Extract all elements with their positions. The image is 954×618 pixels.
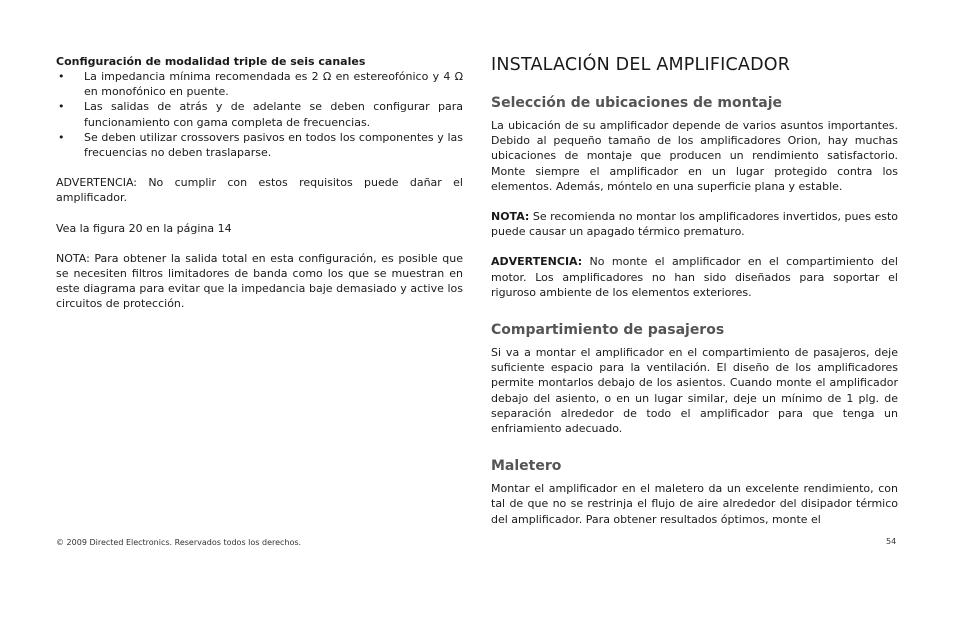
figure-reference: Vea la figura 20 en la página 14 [56,221,232,235]
mounting-note: NOTA: Se recomienda no montar los amplificadores invertidos, pues esto puede causar un apagado térmico prematuro. [491,210,898,239]
list-item: • Las salidas de atrás y de adelante se deben configurar para funcionamiento con gama completa de frecuencias. [58,100,463,129]
list-item: • La impedancia mínima recomendada es 2 Ω en estereofónico y 4 Ω en monofónico en puente. [58,70,463,99]
requirements-list [56,69,463,160]
warning-paragraph: ADVERTENCIA: No cumplir con estos requisitos puede dañar el amplificador. [56,176,463,205]
bullet-icon: • [58,130,65,144]
section-heading-six-channel: Configuración de modalidad triple de seis canales [56,55,366,68]
passenger-paragraph: Si va a montar el amplificador en el compartimiento de pasajeros, deje suficiente espacio para la ventilación. El diseño de los amplificadores permite montarlos debajo de los asientos. Cuando monte el amplificador debajo del asiento, o en un lugar similar, deje un mínimo de 1 plg. de separación alrededor de todo el amplificador para que tenga un enfriamiento adecuado. [491,346,898,436]
page-number: 54 [886,537,897,546]
page-title: INSTALACIÓN DEL AMPLIFICADOR [491,55,791,75]
mounting-paragraph: La ubicación de su amplificador depende de varios asuntos importantes. Debido al pequeño tamaño de los amplificadores Orion, hay muchas ubicaciones de montaje que producen un rendimiento satisfactorio. Monte siempre el amplificador en un lugar protegido contra los elementos. Además, móntelo en una superficie plana y estable. [491,119,898,193]
mounting-warning: ADVERTENCIA: No monte el amplificador en el compartimiento del motor. Los amplificadores no han sido diseñados para soportar el riguroso ambiente de los elementos exteriores. [491,255,898,299]
right-column [491,54,898,527]
warning-label: ADVERTENCIA: [491,255,583,269]
section-heading-trunk: Maletero [491,458,562,475]
list-item: • Se deben utilizar crossovers pasivos en todos los componentes y las frecuencias no deben traslaparse. [58,130,463,160]
bullet-icon: • [58,100,65,114]
left-column [56,54,463,312]
section-heading-passenger: Compartimiento de pasajeros [491,322,725,339]
trunk-paragraph: Montar el amplificador en el maletero da un excelente rendimiento, con tal de que no se restrinja el flujo de aire alrededor del disipador térmico del amplificador. Para obtener resultados óptimos, monte el [491,482,898,526]
copyright-footer: © 2009 Directed Electronics. Reservados todos los derechos. [56,538,302,547]
note-paragraph: NOTA: Para obtener la salida total en esta configuración, es posible que se necesiten filtros limitadores de banda como los que se muestran en este diagrama para evitar que la impedancia baje demasiado y active los circuitos de protección. [56,251,463,311]
bullet-icon: • [58,70,65,83]
section-heading-mounting: Selección de ubicaciones de montaje [491,95,783,111]
note-label: NOTA: [491,210,530,224]
